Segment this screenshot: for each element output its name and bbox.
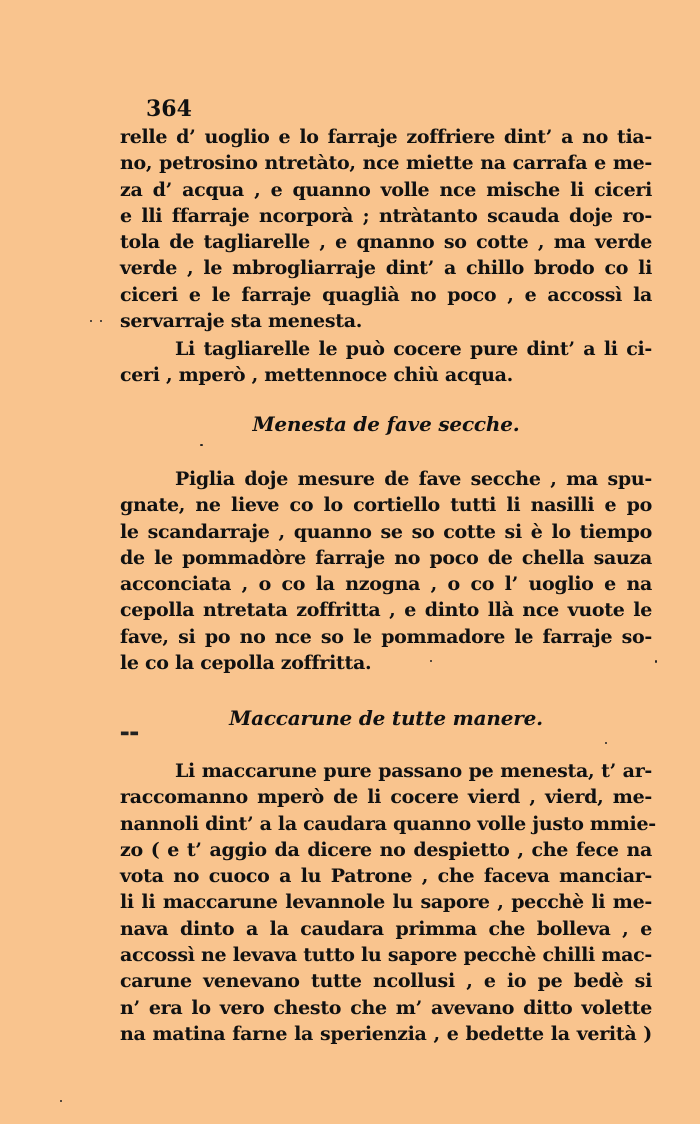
- text-line: raccomanno mperò de li cocere vierd , vierd, me-: [120, 786, 652, 809]
- text-line: Li maccarune pure passano pe menesta, t’ ar-: [175, 760, 652, 782]
- text-line: n’ era lo vero chesto che m’ avevano ditto volette: [120, 996, 652, 1019]
- text-line: tola de tagliarelle , e qnanno so cotte , ma verde: [120, 231, 652, 254]
- text-line: nava dinto a la caudara primma che bolleva , e: [120, 917, 652, 940]
- text-line: Li tagliarelle le può cocere pure dint’ a li ci-: [175, 338, 652, 360]
- print-speck: [90, 320, 92, 322]
- print-speck: [605, 742, 607, 744]
- text-line: de le pommadòre farraje no poco de chella sauza: [120, 546, 652, 569]
- print-speck: [60, 1100, 62, 1102]
- text-line: za d’ acqua , e quanno volle nce mische li ciceri: [120, 178, 652, 201]
- section-heading: Menesta de fave secche.: [252, 412, 520, 436]
- text-line: accossì ne levava tutto lu sapore pecchè chilli mac-: [120, 944, 652, 967]
- print-speck: [655, 660, 657, 663]
- text-line: no, petrosino ntretàto, nce miette na carrafa e me-: [120, 152, 652, 175]
- text-line: fave, si po no nce so le pommadore le farraje so-: [120, 625, 652, 648]
- page-number: 364: [146, 96, 192, 122]
- print-speck: [430, 660, 432, 662]
- text-line: servarraje sta menesta.: [120, 310, 363, 333]
- text-line: e lli ffarraje ncorporà ; ntràtanto scauda doje ro-: [120, 204, 652, 227]
- text-line: zo ( e t’ aggio da dicere no despietto , che fece na: [120, 838, 652, 861]
- text-line: gnate, ne lieve co lo cortiello tutti li nasilli e po: [120, 494, 652, 517]
- paragraph-soup-body: [120, 124, 652, 334]
- print-speck: [200, 444, 203, 446]
- text-line: carune venevano tutte ncollusi , e io pe bedè si: [120, 970, 652, 993]
- text-line: verde , le mbrogliarraje dint’ a chillo brodo co li: [120, 257, 652, 280]
- text-line: le co la cepolla zoffritta.: [120, 652, 372, 675]
- paragraph-maccarune-recipe: [120, 758, 656, 1047]
- text-line: acconciata , o co la nzogna , o co l’ uoglio e na: [120, 573, 652, 596]
- text-line: ceri , mperò , mettennoce chiù acqua.: [120, 364, 513, 387]
- text-line: ciceri e le farraje quaglià no poco , e accossì la: [120, 283, 652, 306]
- text-line: vota no cuoco a lu Patrone , che faceva manciar-: [120, 865, 652, 888]
- section-heading-fave: [120, 410, 652, 438]
- text-line: relle d’ uoglio e lo farraje zoffriere dint’ a no tia-: [120, 126, 652, 148]
- text-line: li li maccarune levannole lu sapore , pecchè li me-: [120, 891, 652, 914]
- print-speck: [100, 320, 102, 322]
- text-line: Piglia doje mesure de fave secche , ma spu-: [175, 468, 652, 490]
- text-line: le scandarraje , quanno se so cotte si è lo tiempo: [120, 520, 652, 543]
- ink-mark: ▬▬: [120, 728, 139, 739]
- section-heading: Maccarune de tutte manere.: [229, 706, 543, 730]
- section-heading-maccarune: [120, 704, 652, 732]
- paragraph-fave-recipe: [120, 466, 652, 676]
- text-line: cepolla ntretata zoffritta , e dinto llà nce vuote le: [120, 599, 652, 622]
- text-line: na matina farne la sperienzia , e bedette la verità ): [120, 1022, 652, 1045]
- paragraph-tagliarelle-note: [120, 336, 652, 389]
- text-line: nannoli dint’ a la caudara quanno volle justo mmie-: [120, 812, 656, 835]
